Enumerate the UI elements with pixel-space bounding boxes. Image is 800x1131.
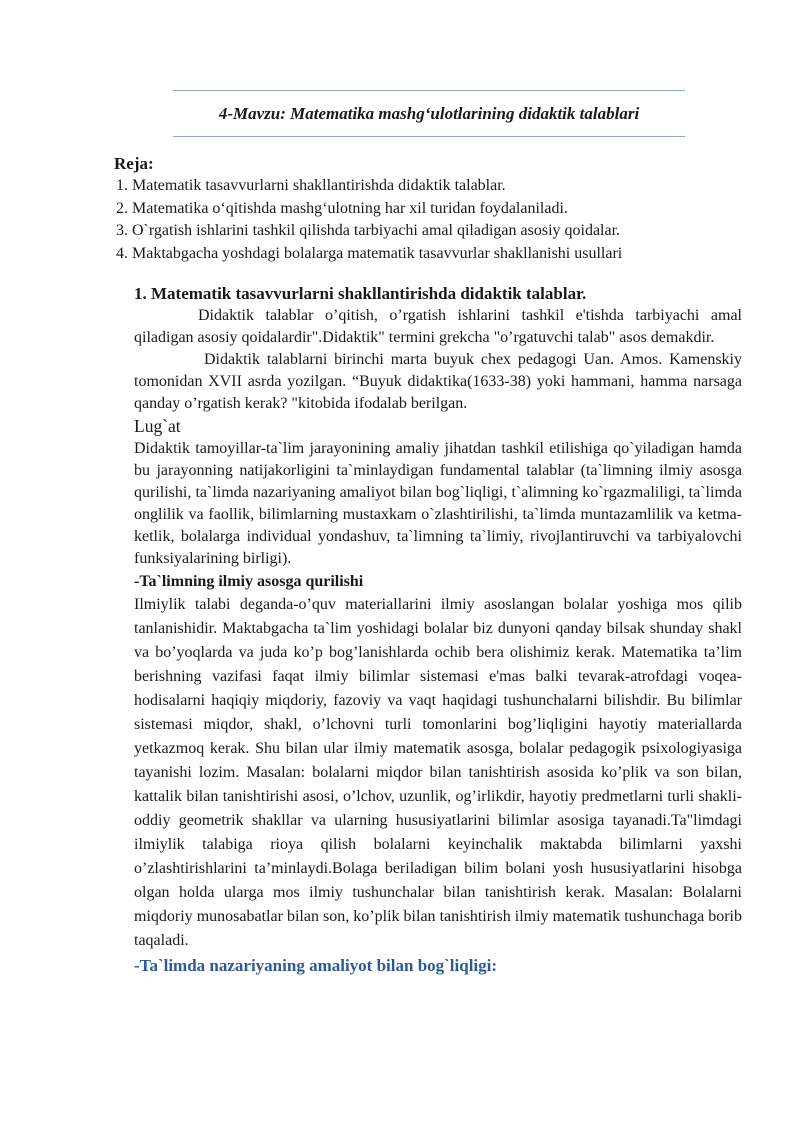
- plan-list: [116, 175, 756, 265]
- subheading: -Ta`limda nazariyaning amaliyot bilan bog`liqligi:: [134, 956, 498, 975]
- paragraph: Didaktik talablar o’qitish, o’rgatish ishlarini tashkil e'tishda tarbiyachi amal qiladigan asosiy qoidalardir".Didaktik" termini grekcha "o’rgatuvchi talab" asos demakdir.: [134, 307, 742, 346]
- plan-item: 2. Matematika o‘qitishda mashg‘ulotning har xil turidan foydalaniladi.: [116, 199, 568, 217]
- plan-item: 4. Maktabgacha yoshdagi bolalarga matematik tasavvurlar shakllanishi usullari: [116, 244, 623, 262]
- paragraph: Ilmiylik talabi deganda-o’quv materiallarini ilmiy asoslangan bolalar yoshiga mos qilib tanlanishidir. Maktabgacha ta`lim yoshidagi bolalar biz dunyoni qanday bilsak shunday shakl va bo’yoqlarda va juda ko’p bog’lanishlarda ochib bera olishimiz kerak. Matematika ta’lim berishning vazifasi faqat ilmiy bilimlar sistemasi e'mas balki tevarak-atrofdagi voqea-hodisalarni haqiqiy miqdoriy, fazoviy va vaqt haqidagi tushunchalarni bilishdir. Bu bilimlar sistemasi miqdor, shakl, o’lchovni turli tomonlarini bog’liqligini hayotiy materiallarda yetkazmoq kerak. Shu bilan ular ilmiy matematik asosga, bolalar pedagogik psixologiyasiga tayanishi lozim. Masalan: bolalarni miqdor bilan tanishtirish asosida ko’plik va son bilan, kattalik bilan tanishtirishi asosi, o’lchov, uzunlik, og’irlikdir, hayotiy predmetlarni turli shakli-oddiy geometrik shakllar va ularning hususiyatlarini bilimlar asosiga tayanadi.Ta"limdagi ilmiylik talabiga rioya qilish bolalarni keyinchalik maktabda bilimlarni yaxshi o’zlashtirishlarini ta’minlaydi.Bolaga beriladigan bilim bolani yosh hususiyatlarini hisobga olgan holda ularga mos ilmiy tushunchalar bilan tanishtirish kerak. Masalan: Bolalarni miqdoriy munosabatlar bilan son, ko’plik bilan tanishtirish ilmiy matematik tushunchaga borib taqaladi.: [134, 596, 742, 949]
- plan-item: 3. O`rgatish ishlarini tashkil qilishda tarbiyachi amal qiladigan asosiy qoidalar.: [116, 222, 621, 239]
- plan-item: 1. Matematik tasavvurlarni shakllantirishda didaktik talablar.: [116, 177, 506, 194]
- section-body: [134, 282, 742, 979]
- title-bottom-rule: [173, 136, 685, 137]
- document-title: 4-Mavzu: Matematika mashg‘ulotlarining didaktik talablari: [218, 104, 640, 123]
- section-heading: 1. Matematik tasavvurlarni shakllantirishda didaktik talablar.: [134, 284, 587, 303]
- glossary-label: Lug`at: [134, 416, 181, 436]
- paragraph: Didaktik tamoyillar-ta`lim jarayonining amaliy jihatdan tashkil etilishiga qo`yiladigan hamda bu jarayonning natijakorligini ta`minlaydigan fundamental talablar (ta`limning ilmiy asosga qurilishi, ta`limda nazariyaning amaliyot bilan bog`liqligi, t`alimning ko`rgazmaliligi, ta`limda onglilik va faollik, bilimlarning mustaxkam o`zlashtirilishi, ta`limda muntazamlilik va ketma-ketlik, bolalarga individual yondashuv, ta`limning ta`limiy, rivojlantiruvchi va tarbiyalovchi funksiyalarining birligi).: [134, 440, 742, 567]
- plan-heading: Reja:: [114, 154, 154, 173]
- title-top-rule: [173, 90, 685, 91]
- paragraph: Didaktik talablarni birinchi marta buyuk chex pedagogi Uan. Amos. Kamenskiy tomonidan XVII asrda yozilgan. “Buyuk didaktika(1633-38) yoki hammani, hamma narsaga qanday o’rgatish kerak? "kitobida ifodalab berilgan.: [134, 351, 742, 412]
- subheading: -Ta`limning ilmiy asosga qurilishi: [134, 573, 364, 590]
